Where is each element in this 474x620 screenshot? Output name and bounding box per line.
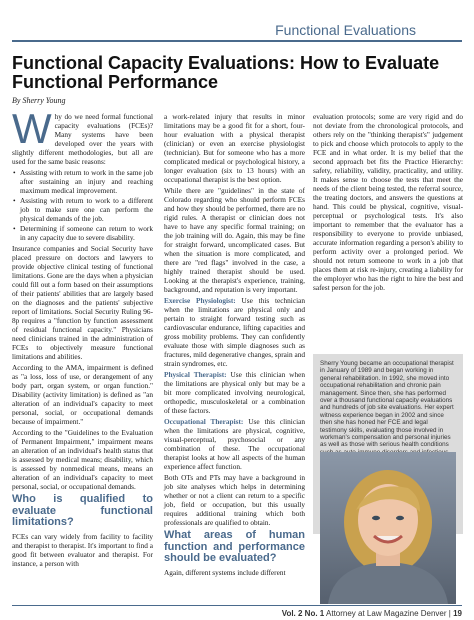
body-paragraph: While there are "guidelines" in the state of Colorado regarding who should perform FCEs and how they should be performed, there are no rigid rules. A therapist or clinician does not have to have any specific formal training; on the job training will do. Again, this may be fine for straight forward, uncomplicated cases. But when the situation is more complicated, and there are "red flags" involved in the case, a highly trained therapist should be used. Looking at the therapist's experience, training, background, and reputation is very important.: [164, 186, 305, 294]
article-title: Functional Capacity Evaluations: How to Evaluate Functional Performance: [12, 53, 440, 92]
physical-therapist-paragraph: [164, 370, 305, 415]
author-bio-text: Sherry Young became an occupational therapist in January of 1989 and began working in general rehabilitation. In 1992, she moved into occupational rehabilitation and chronic pain management. Since then, she has performed over a thousand functional capacity evaluations and hundreds of job site evaluations. Her expert witness experience began in 2002 and since then she has honed her FCE and legal testimony skills, evaluating those involved in workman's compensation and personal injuries as well as those with serious health conditions: [320, 360, 454, 449]
body-paragraph: Again, different systems include different: [164, 567, 286, 577]
column-3: [313, 112, 463, 294]
exercise-physiologist-paragraph: [164, 296, 305, 368]
intro-paragraph: [12, 105, 153, 166]
list-item: • Assisting with return to work to a different job to make sure one can perform the physical demands of the job.: [12, 196, 153, 223]
section-label: Functional Evaluations: [275, 22, 416, 38]
footer-city: Denver: [420, 609, 447, 618]
subhead-areas: What areas of human function and performance should be evaluated?: [164, 529, 305, 564]
list-item: • Determining if someone can return to work in any capacity due to severe disability.: [12, 224, 153, 242]
column-1: [12, 105, 153, 570]
footer-issue: Vol. 2 No. 1: [281, 609, 325, 618]
physical-therapist-text: Use this clinician when the limitations are physical only but may be a bit more complicated involving neurological, orthopedic, musculoskeletal or a combination of these factors.: [164, 370, 305, 415]
subhead-qualified: Who is qualified to evaluate functional limitations?: [12, 493, 153, 528]
occupational-therapist-text: Use this clinician when the limitations are physical, cognitive, visual-perceptual, psychosocial or any combination of these. The occupational therapist looks at how all aspects of the human experience affect function.: [164, 417, 305, 471]
reasons-list: [12, 168, 153, 242]
occupational-therapist-label: Occupational Therapist:: [164, 417, 244, 426]
drop-cap: W: [12, 105, 52, 152]
author-photo: [320, 452, 456, 604]
exercise-physiologist-label: Exercise Physiologist:: [164, 296, 236, 305]
intro-text: hy do we need formal functional capacity evaluations (FCEs)? Many systems have been developed over the years with slightly different methodologies, but all are used for the same basic reasons:: [12, 112, 153, 166]
column-2: [164, 112, 305, 579]
body-paragraph: FCEs can vary widely from facility to facility and therapist to therapist. It's important to find a good fit between evaluator and therapist. For instance, a person with: [12, 531, 153, 568]
page-number: 19: [453, 609, 462, 618]
body-paragraph: evaluation protocols; some are very rigid and do not deviate from the chronological protocols, and others rely on the "thinking therapist's" judgement to pick and choose which protocols to apply to the FCE and in what order. It is my belief that the second approach bet fits the Practice Hierarchy: safety, reliability, validity, practicality, and utility. It makes sense to choose the tests that meet the needs of the client being tested, the referral source, the treating doctors, and answers the questions at hand. This could be physical, cognitive, visual-perceptual or psychological tests. It's also important to remember that the evaluator has a responsibility to everyone to provide unbiased, accurate information regarding a person's ability to perform activity over a prolonged period. We should not return someone to work in a job that places them at risk re-injury, creating a liability for the employer who has the right to hire the best and safest person for the job.: [313, 112, 463, 292]
list-item: • Assisting with return to work in the same job after sustaining an injury and reaching maximum medical improvement.: [12, 168, 153, 195]
physical-therapist-label: Physical Therapist:: [164, 370, 227, 379]
footer-rule: [12, 605, 462, 606]
exercise-physiologist-text: Use this technician when the limitations are physical only and pertain to straight forward testing such as cardiovascular endurance, lifting capacities and gross mobility problems. They can confidently evaluate those with simple diagnoses such as fractures, mild degenerative changes, sprain and strain syndromes, etc.: [164, 296, 305, 368]
byline: By Sherry Young: [12, 96, 66, 105]
top-rule: [12, 40, 462, 42]
footer-magazine: Attorney at Law Magazine: [326, 609, 419, 618]
body-paragraph: According to the AMA, impairment is defined as "a loss, loss of use, or derangement of any body part, organ system, or organ function." Disability (activity limitation) is defined as "an alteration of an individual's capacity to meet personal, social, or occupational demands because of impairment.": [12, 363, 153, 426]
body-paragraph: According to the "Guidelines to the Evaluation of Permanent Impairment," impairment means an alteration of an individual's health status that is assessed by medical means; disability, which is assessed by nonmedical means, means an alteration of an individual's capacity to meet personal, social, or occupational demands.: [12, 428, 153, 491]
body-paragraph: a work-related injury that results in minor limitations may be a good fit for a short, four-hour evaluation with a physical therapist (clinician) or even an exercise physiologist (technician). But for someone who has a more complicated medical or psychological history, a longer evaluation (six to 13 hours) with an occupational therapist is the best option.: [164, 112, 305, 184]
page-footer: [282, 609, 462, 618]
body-paragraph: Both OTs and PTs may have a background in job site analyses which helps in determining whether or not a client can return to a specific job, field or occupation, but this usually requires additional training which both professionals are qualified to obtain.: [164, 473, 305, 527]
occupational-therapist-paragraph: [164, 417, 305, 471]
body-paragraph: Insurance companies and Social Security have placed pressure on doctors and lawyers to provide objective clinical testing of functional limitations. Gone are the days when a physician could fill out a form based on their assumptions of their patients' abilities that are largely based on the diagnoses and the patients' subjective report of limitations. Social Security Ruling 96-8p requires a "function by function assessment of residual functional capacity." Physicians need clinicians trained in the administration of FCEs to objectively measure functional limitations and abilities.: [12, 244, 153, 361]
author-portrait-illustration: [320, 452, 456, 604]
footer-separator: |: [448, 609, 451, 618]
